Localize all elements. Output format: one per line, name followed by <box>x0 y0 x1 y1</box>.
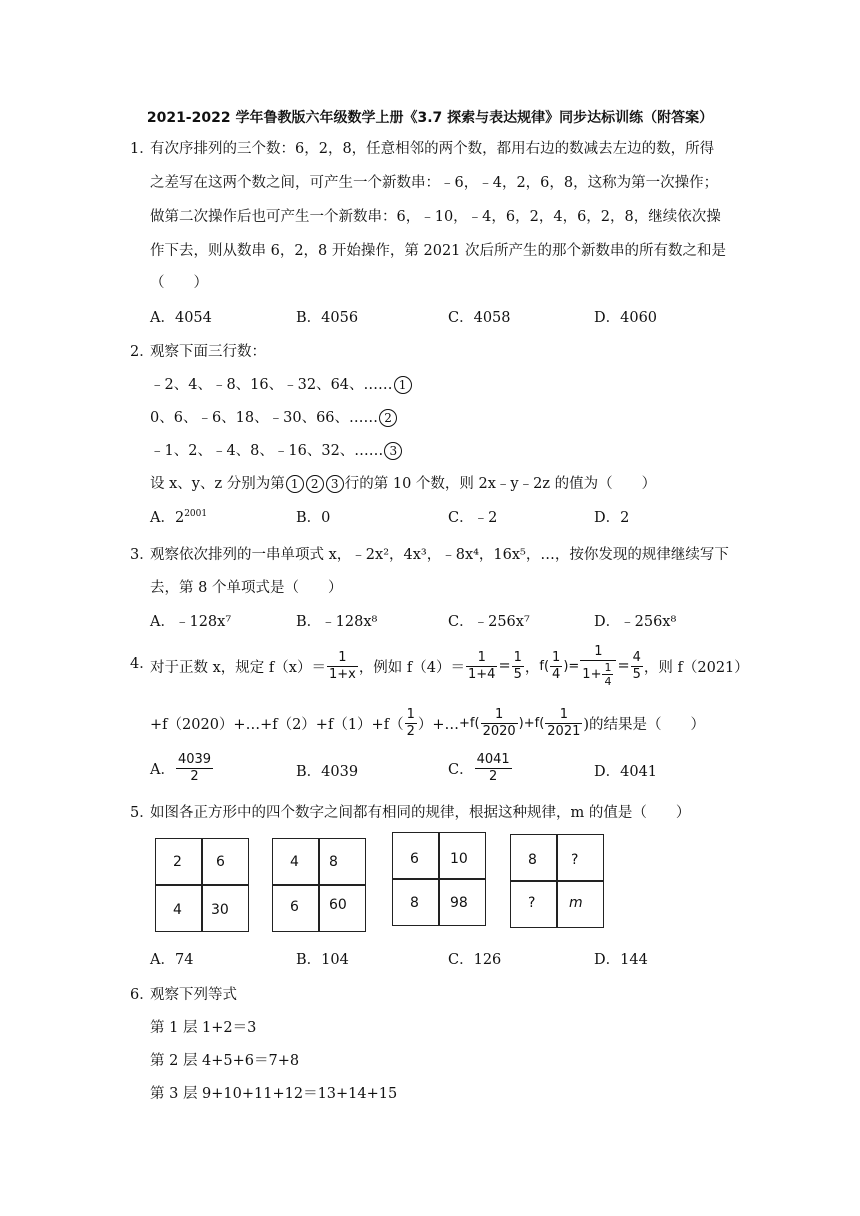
q3-option-b[interactable]: B．﹣128x⁸ <box>296 614 378 630</box>
q2-lead: 观察下面三行数： <box>150 344 266 360</box>
q3-line: 去，第 8 个单项式是（ ） <box>150 580 343 596</box>
q3-option-d[interactable]: D．﹣256x⁸ <box>594 614 677 630</box>
q6-row: 第 2 层 4+5+6＝7+8 <box>150 1053 300 1069</box>
q6-row: 第 1 层 1+2＝3 <box>150 1020 257 1036</box>
fraction: $\frac{1}{2020}$ <box>482 706 516 739</box>
q1-line: 之差写在这两个数之间，可产生一个新数串：﹣6，﹣4，2，6，8，这称为第一次操作； <box>150 175 719 191</box>
number-grid-1: 2 6 4 30 <box>155 838 249 932</box>
q2-row-3: ﹣1、2、﹣4、8、﹣16、32、…… 3 <box>150 439 403 460</box>
q2-number: 2． <box>130 344 154 360</box>
q3-option-a[interactable]: A．﹣128x⁷ <box>150 614 232 630</box>
fraction: $\frac{1}{1+x}$ <box>328 649 356 682</box>
q2-option-c[interactable]: C．﹣2 <box>448 510 498 526</box>
number-grid-4: 8 ? ? m <box>510 834 604 928</box>
q2-option-d[interactable]: D．2 <box>594 510 630 526</box>
q5-option-d[interactable]: D．144 <box>594 952 648 968</box>
q3-line: 观察依次排列的一串单项式 x，﹣2x²，4x³，﹣8x⁴，16x⁵，…，按你发现的规律继续写下 <box>150 547 729 563</box>
circle-mark: 3 <box>326 475 344 493</box>
q6-lead: 观察下列等式 <box>150 987 237 1003</box>
circle-mark: 2 <box>379 409 397 427</box>
circle-mark: 3 <box>384 442 402 460</box>
fraction: 1 1+ $\frac{1}{4}$ <box>580 644 616 688</box>
q5-option-a[interactable]: A．74 <box>150 952 194 968</box>
page-title: 2021-2022 学年鲁教版六年级数学上册《3.7 探索与表达规律》同步达标训练（附答案） <box>146 110 714 126</box>
circle-mark: 2 <box>306 475 324 493</box>
q4-line-1: 对于正数 x，规定 f（x）＝ $\frac{1}{1+x}$ ，例如 f（4）＝ $\frac{1}{1+4}$ = $\frac{1}{5}$ ， f( $\frac{1}{4}$ )= 1 1+ $\frac{1}{4}$ = $\frac{4}{5}$ ，则 f（2021） <box>150 644 749 688</box>
q1-option-d[interactable]: D．4060 <box>594 310 658 326</box>
fraction: $\frac{1}{4}$ <box>552 649 561 682</box>
fraction: $\frac{1}{2}$ <box>406 706 415 739</box>
q4-option-d[interactable]: D．4041 <box>594 764 658 780</box>
q1-option-b[interactable]: B．4056 <box>296 310 359 326</box>
fraction: $\frac{1}{2021}$ <box>547 706 581 739</box>
q1-number: 1． <box>130 141 154 157</box>
q5-option-c[interactable]: C．126 <box>448 952 502 968</box>
q4-line-2: +f（2020）+…+f（2）+f（1）+f（ $\frac{1}{2}$ ）+… +f( $\frac{1}{2020}$ )+f( $\frac{1}{2021}$ )的结果是（ ） <box>150 706 706 739</box>
q2-row-1: ﹣2、4、﹣8、16、﹣32、64、…… 1 <box>150 373 413 394</box>
fraction: $\frac{4}{5}$ <box>632 649 641 682</box>
q2-option-b[interactable]: B．0 <box>296 510 331 526</box>
number-grid-3: 6 10 8 98 <box>392 832 486 926</box>
q1-option-c[interactable]: C．4058 <box>448 310 511 326</box>
q2-question: 设 x、y、z 分别为第 1 2 3 行的第 10 个数，则 2x﹣y﹣2z 的值为（ ） <box>150 476 657 492</box>
fraction: $\frac{1}{5}$ <box>513 649 522 682</box>
q5-line: 如图各正方形中的四个数字之间都有相同的规律，根据这种规律，m 的值是（ ） <box>150 805 691 821</box>
q2-option-a[interactable]: A．$2^{2001}$ <box>150 509 208 526</box>
q6-row: 第 3 层 9+10+11+12＝13+14+15 <box>150 1086 398 1102</box>
q1-line: 做第二次操作后也可产生一个新数串：6，﹣10，﹣4，6，2，4，6，2，8，继续依次操 <box>150 209 721 225</box>
q4-option-b[interactable]: B．4039 <box>296 764 359 780</box>
q2-row-2: 0、6、﹣6、18、﹣30、66、…… 2 <box>150 406 398 427</box>
q3-number: 3． <box>130 547 154 563</box>
q5-number: 5． <box>130 805 154 821</box>
q4-option-a[interactable]: A． $\frac{4039}{2}$ <box>150 751 212 784</box>
fraction: $\frac{1}{1+4}$ <box>468 649 496 682</box>
circle-mark: 1 <box>394 376 412 394</box>
q6-number: 6． <box>130 987 154 1003</box>
q5-option-b[interactable]: B．104 <box>296 952 349 968</box>
q3-option-c[interactable]: C．﹣256x⁷ <box>448 614 530 630</box>
q1-line: 作下去，则从数串 6，2，8 开始操作，第 2021 次后所产生的那个新数串的所有数之和是 <box>150 243 727 259</box>
q1-line: 有次序排列的三个数：6，2，8，任意相邻的两个数，都用右边的数减去左边的数，所得 <box>150 141 715 157</box>
number-grid-2: 4 8 6 60 <box>272 838 366 932</box>
q1-line: （ ） <box>150 275 208 291</box>
q4-option-c[interactable]: C． $\frac{4041}{2}$ <box>448 751 510 784</box>
circle-mark: 1 <box>286 475 304 493</box>
q1-option-a[interactable]: A．4054 <box>150 310 212 326</box>
q4-number: 4． <box>130 656 154 672</box>
